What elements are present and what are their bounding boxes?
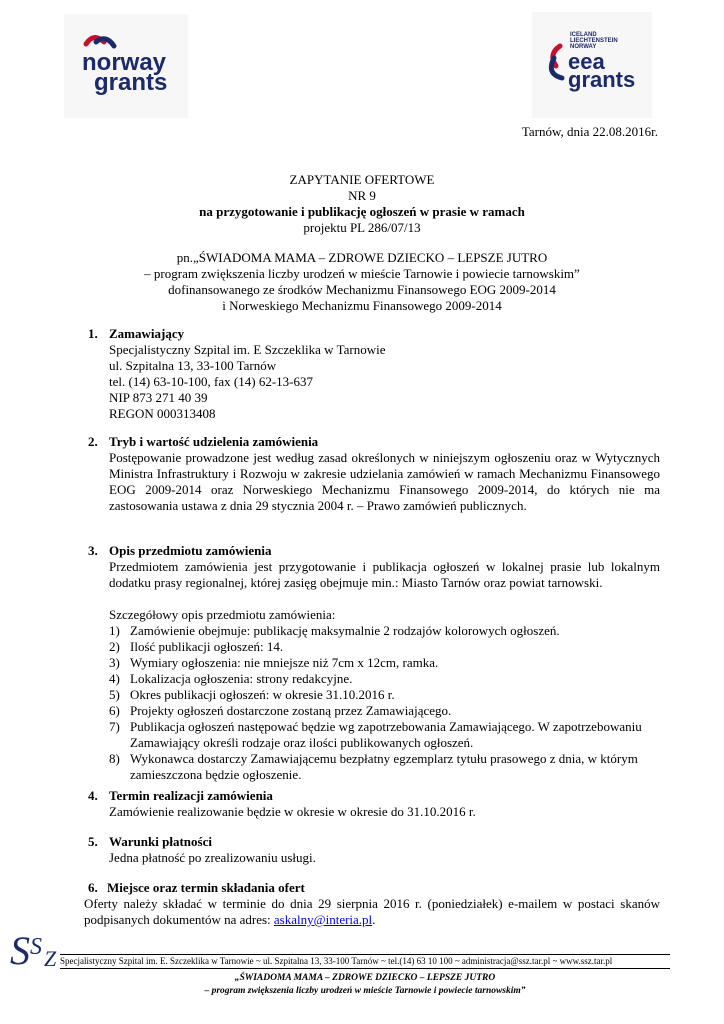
title-line-4: projektu PL 286/07/13	[303, 220, 421, 235]
section-deadline	[88, 788, 660, 820]
norway-grants-logo	[64, 14, 188, 118]
eea-grants-line1: eea	[568, 49, 605, 74]
svg-text:S: S	[30, 934, 42, 960]
norway-grants-line2: grants	[94, 69, 168, 96]
project-line-3: dofinansowanego ze środków Mechanizmu Finansowego EOG 2009-2014	[168, 282, 556, 297]
ssz-logo	[8, 924, 64, 970]
project-description	[60, 250, 664, 314]
offers-text: Oferty należy składać w terminie do dnia 29 sierpnia 2016 r. (poniedziałek) e-mailem w postaci skanów podpisanych dokumentów na adres:	[84, 896, 660, 927]
eea-country-2: LIECHTENSTEIN	[570, 38, 618, 44]
eea-country-3: NORWAY	[570, 44, 597, 50]
section-heading: Miejsce oraz termin składania ofert	[107, 880, 305, 895]
project-line-1: pn.„ŚWIADOMA MAMA – ZDROWE DZIECKO – LEPSZE JUTRO	[176, 250, 548, 265]
address-line: ul. Szpitalna 13, 33-100 Tarnów	[109, 358, 277, 373]
section-number: 3.	[88, 543, 98, 558]
project-line-2: – program zwiększenia liczby urodzeń w mieście Tarnowie i powiecie tarnowskim”	[144, 266, 580, 281]
title-line-3: na przygotowanie i publikację ogłoszeń w prasie w ramach	[199, 204, 525, 219]
list-item: 2) Ilość publikacji ogłoszeń: 14.	[109, 639, 284, 654]
section-procedure	[88, 434, 660, 514]
section-offers-text	[84, 896, 660, 928]
section-number: 6.	[88, 880, 98, 895]
address-line: Specjalistyczny Szpital im. E Szczeklika w Tarnowie	[109, 342, 386, 357]
footer-contact: Specjalistyczny Szpital im. E. Szczeklika w Tarnowie ~ ul. Szpitalna 13, 33-100 Tarnów ~ tel.(14) 63 10 100 ~ administracja@ssz.tar.pl ~ www.ssz.tar.pl	[60, 956, 613, 966]
section-number: 5.	[88, 834, 98, 849]
section-number: 4.	[88, 788, 98, 803]
address-line: NIP 873 271 40 39	[109, 390, 208, 405]
title-line-1: ZAPYTANIE OFERTOWE	[289, 172, 435, 187]
section-heading: Termin realizacji zamówienia	[109, 788, 273, 803]
list-item: 5) Okres publikacji ogłoszeń: w okresie 31.10.2016 r.	[109, 687, 395, 702]
section-text: Jedna płatność po zrealizowaniu usługi.	[109, 850, 316, 865]
list-item: 1) Zamówienie obejmuje: publikację maksymalnie 2 rodzajów kolorowych ogłoszeń.	[109, 623, 560, 638]
list-item: 3) Wymiary ogłoszenia: nie mniejsze niż 7cm x 12cm, ramka.	[109, 655, 439, 670]
section-number: 2.	[88, 434, 98, 449]
address-line: REGON 000313408	[109, 406, 216, 421]
title-line-2: NR 9	[348, 188, 376, 203]
section-heading: Opis przedmiotu zamówienia	[109, 543, 272, 558]
document-date: Tarnów, dnia 22.08.2016r.	[521, 124, 658, 139]
detail-heading: Szczegółowy opis przedmiotu zamówienia:	[109, 607, 336, 622]
list-item: 7) Publikacja ogłoszeń następować będzie wg zapotrzebowania Zamawiającego. W zapotrzebowaniu Zamawiający określi rodzaje oraz ilości publikowanych ogłoszeń.	[109, 719, 642, 750]
section-text: Zamówienie realizowanie będzie w okresie w okresie do 31.10.2016 r.	[109, 804, 476, 819]
list-item: 4) Lokalizacja ogłoszenia: strony redakcyjne.	[109, 671, 353, 686]
project-line-4: i Norweskiego Mechanizmu Finansowego 2009-2014	[222, 298, 502, 313]
eea-grants-line2: grants	[568, 67, 636, 92]
eea-grants-logo	[532, 12, 652, 118]
section-heading: Zamawiający	[109, 326, 185, 341]
list-item: 6) Projekty ogłoszeń dostarczone zostaną przez Zamawiającego.	[109, 703, 452, 718]
eea-country-1: ICELAND	[570, 32, 597, 38]
address-line: tel. (14) 63-10-100, fax (14) 62-13-637	[109, 374, 313, 389]
section-offers	[88, 880, 660, 896]
ssz-mark-icon	[8, 924, 64, 970]
section-payment	[88, 834, 660, 866]
footer-rule	[60, 968, 670, 969]
section-number: 1.	[88, 326, 98, 341]
section-text: Postępowanie prowadzone jest według zasad określonych w niniejszym ogłoszeniu oraz w Wytycznych Ministra Infrastruktury i Rozwoju w zakresie udzielania zamówień w ramach Mechanizmu Finansowego EOG 2009-2014 oraz Norweskiego Mechanizmu Finansowego 2009-2014, do których nie ma zastosowania ustawa z dnia 29 stycznia 2004 r. – Prawo zamówień publicznych.	[109, 450, 660, 513]
section-heading: Warunki płatności	[109, 834, 212, 849]
svg-text:Z: Z	[44, 946, 57, 970]
document-title	[60, 172, 664, 236]
list-item: 8) Wykonawca dostarczy Zamawiającemu bezpłatny egzemplarz tytułu prasowego z dnia, w którym zamieszczona będzie ogłoszenie.	[109, 751, 638, 782]
section-heading: Tryb i wartość udzielenia zamówienia	[109, 434, 319, 449]
footer-slogan-2: – program zwiększenia liczby urodzeń w mieście Tarnowie i powiecie tarnowskim”	[204, 986, 526, 996]
footer-slogan-1: „ŚWIADOMA MAMA – ZDROWE DZIECKO – LEPSZE JUTRO	[234, 973, 496, 983]
section-ordering-party	[88, 326, 660, 422]
offers-text-end: .	[372, 912, 376, 927]
footer-rule	[60, 954, 670, 955]
section-text: Przedmiotem zamówienia jest przygotowanie i publikacja ogłoszeń w lokalnej prasie lub lokalnym dodatku prasy regionalnej, której zasięg obejmuje min.: Miasto Tarnów oraz powiat tarnowski.	[109, 559, 660, 590]
norway-grants-line1: norway	[82, 49, 167, 76]
svg-text:S: S	[10, 928, 30, 970]
section-subject	[88, 543, 660, 783]
email-link[interactable]: askalny@interia.pl	[273, 912, 373, 927]
